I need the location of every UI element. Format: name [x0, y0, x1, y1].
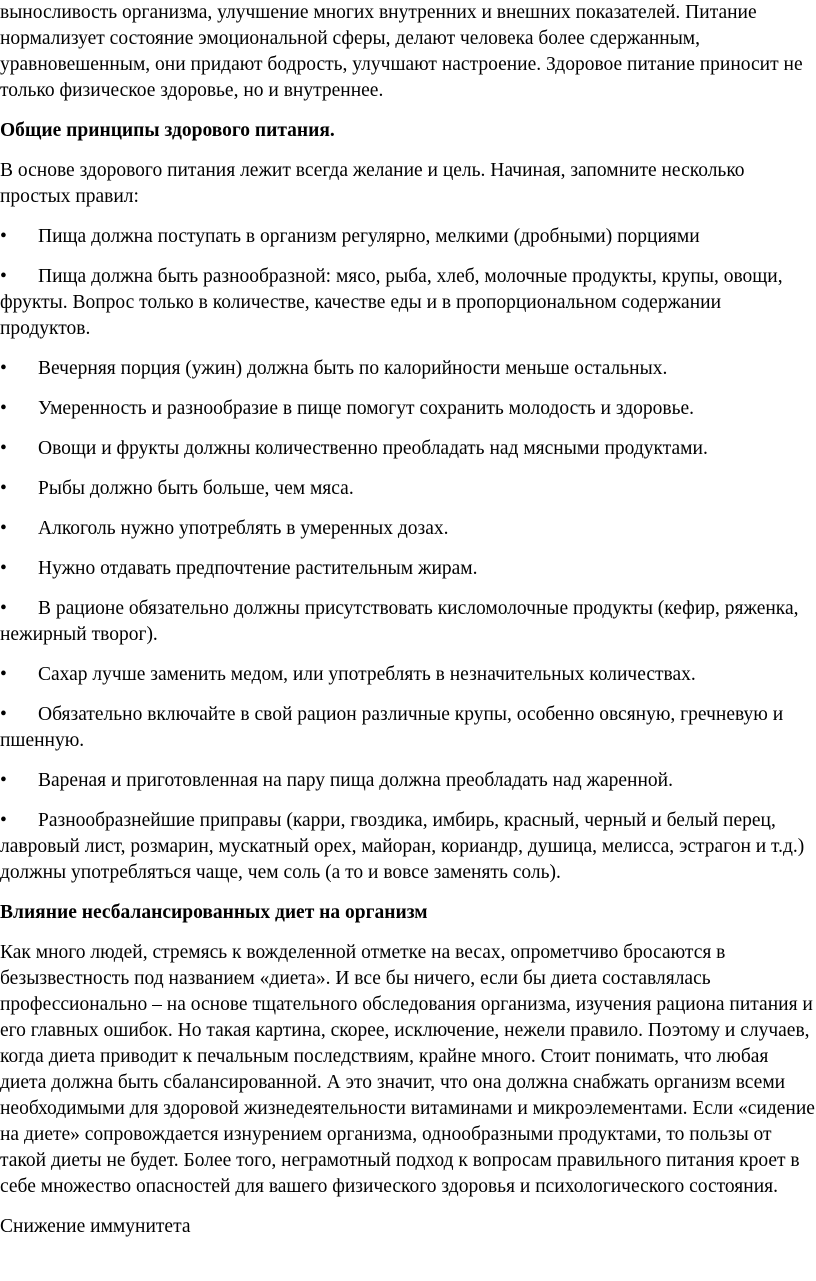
- list-item: [0, 516, 816, 542]
- list-item-text: Овощи и фрукты должны количественно преобладать над мясными продуктами.: [38, 438, 708, 459]
- bullet-icon: •: [0, 518, 7, 539]
- list-item-text: Обязательно включайте в свой рацион различные крупы, особенно овсяную, гречневую и пшенную.: [0, 704, 784, 751]
- list-item-text: Вечерняя порция (ужин) должна быть по калорийности меньше остальных.: [38, 358, 668, 379]
- list-item-text: Разнообразнейшие приправы (карри, гвоздика, имбирь, красный, черный и белый перец, лавровый лист, розмарин, мускатный орех, майоран, кориандр, душица, мелисса, эстрагон и т.д.) должны употребляться чаще, чем соль (а то и вовсе заменять соль).: [0, 810, 805, 883]
- list-item: [0, 556, 816, 582]
- bullet-icon: •: [0, 478, 7, 499]
- list-item-text: Нужно отдавать предпочтение растительным жирам.: [38, 558, 478, 579]
- bullet-icon: •: [0, 664, 7, 685]
- list-item: [0, 596, 816, 648]
- bullet-icon: •: [0, 266, 7, 287]
- list-item: [0, 476, 816, 502]
- bullet-icon: •: [0, 810, 7, 831]
- list-item-text: В рационе обязательно должны присутствовать кисломолочные продукты (кефир, ряженка, нежирный творог).: [0, 598, 799, 645]
- bullet-icon: •: [0, 226, 7, 247]
- section-heading-diets: Влияние несбалансированных диет на организм: [0, 902, 428, 923]
- principles-intro-paragraph: В основе здорового питания лежит всегда желание и цель. Начиная, запомните несколько простых правил:: [0, 160, 745, 207]
- list-item-text: Пища должна быть разнообразной: мясо, рыба, хлеб, молочные продукты, крупы, овощи, фрукты. Вопрос только в количестве, качестве еды и в пропорциональном содержании продуктов.: [0, 266, 783, 339]
- list-item-text: Сахар лучше заменить медом, или употреблять в незначительных количествах.: [38, 664, 696, 685]
- intro-paragraph: выносливость организма, улучшение многих внутренних и внешних показателей. Питание нормализует состояние эмоциональной сферы, делают человека более сдержанным, уравновешенным, они придают бодрость, улучшают настроение. Здоровое питание приносит не только физическое здоровье, но и внутреннее.: [0, 2, 803, 101]
- list-item: [0, 224, 816, 250]
- subheading-immunity: Снижение иммунитета: [0, 1216, 191, 1237]
- list-item: [0, 808, 816, 886]
- list-item: [0, 436, 816, 462]
- list-item-text: Рыбы должно быть больше, чем мяса.: [38, 478, 354, 499]
- list-item-text: Вареная и приготовленная на пару пища должна преобладать над жаренной.: [38, 770, 673, 791]
- list-item: [0, 356, 816, 382]
- list-item-text: Умеренность и разнообразие в пище помогут сохранить молодость и здоровье.: [38, 398, 694, 419]
- list-item: [0, 396, 816, 422]
- list-item-text: Пища должна поступать в организм регулярно, мелкими (дробными) порциями: [38, 226, 700, 247]
- bullet-icon: •: [0, 398, 7, 419]
- bullet-icon: •: [0, 438, 7, 459]
- section-heading-principles: Общие принципы здорового питания.: [0, 120, 335, 141]
- bullet-icon: •: [0, 704, 7, 725]
- bullet-icon: •: [0, 358, 7, 379]
- bullet-icon: •: [0, 558, 7, 579]
- bullet-icon: •: [0, 770, 7, 791]
- list-item: [0, 768, 816, 794]
- list-item-text: Алкоголь нужно употреблять в умеренных дозах.: [38, 518, 449, 539]
- diets-paragraph: Как много людей, стремясь к вожделенной отметке на весах, опрометчиво бросаются в безызвестность под названием «диета». И все бы ничего, если бы диета составлялась профессионально – на основе тщательного обследования организма, изучения рациона питания и его главных ошибок. Но такая картина, скорее, исключение, нежели правило. Поэтому и случаев, когда диета приводит к печальным последствиям, крайне много. Стоит понимать, что любая диета должна быть сбалансированной. А это значит, что она должна снабжать организм всеми необходимыми для здоровой жизнедеятельности витаминами и микроэлементами. Если «сидение на диете» сопровождается изнурением организма, однообразными продуктами, то пользы от такой диеты не будет. Более того, неграмотный подход к вопросам правильного питания кроет в себе множество опасностей для вашего физического здоровья и психологического состояния.: [0, 942, 815, 1197]
- rules-list: [0, 224, 816, 886]
- list-item: [0, 264, 816, 342]
- list-item: [0, 702, 816, 754]
- list-item: [0, 662, 816, 688]
- bullet-icon: •: [0, 598, 7, 619]
